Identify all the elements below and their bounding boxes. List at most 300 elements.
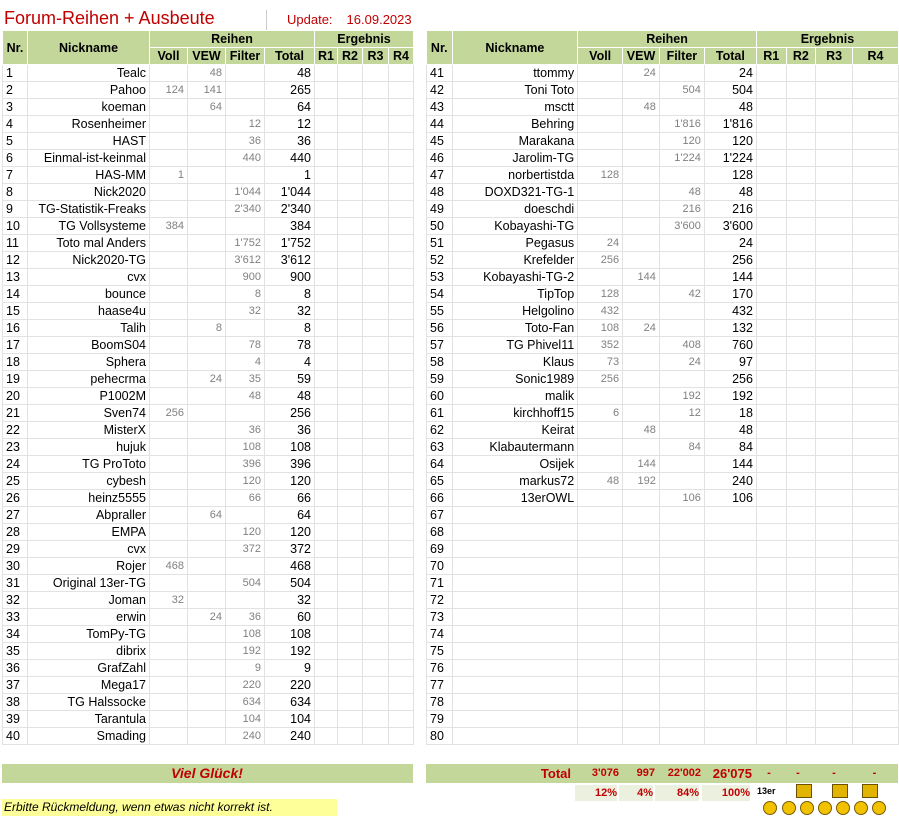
row-filter: 220 [226, 677, 265, 694]
row-r2 [338, 184, 363, 201]
row-nr: 42 [427, 82, 453, 99]
row-nickname: Rosenheimer [28, 116, 150, 133]
col-total: Total [265, 48, 315, 65]
row-total: 48 [704, 184, 756, 201]
row-r4 [852, 235, 898, 252]
row-r2 [338, 643, 363, 660]
table-row [3, 473, 414, 490]
row-vew [188, 354, 226, 371]
col-reihen: Reihen [578, 31, 757, 48]
row-r2 [338, 626, 363, 643]
col-voll: Voll [578, 48, 623, 65]
row-vew: 64 [188, 99, 226, 116]
row-nr: 60 [427, 388, 453, 405]
row-nr: 13 [3, 269, 28, 286]
row-filter: 4 [226, 354, 265, 371]
row-voll [150, 541, 188, 558]
row-total: 1'752 [265, 235, 315, 252]
row-filter: 104 [226, 711, 265, 728]
row-nr: 20 [3, 388, 28, 405]
row-r1 [315, 286, 338, 303]
row-r4 [852, 116, 898, 133]
row-nickname: HAS-MM [28, 167, 150, 184]
row-voll: 108 [578, 320, 623, 337]
row-r3 [816, 201, 853, 218]
row-r1 [315, 626, 338, 643]
row-vew [188, 116, 226, 133]
row-filter: 48 [659, 184, 704, 201]
row-filter [226, 507, 265, 524]
row-r2 [338, 592, 363, 609]
col-r3: R3 [363, 48, 389, 65]
row-r1 [315, 490, 338, 507]
row-total: 18 [704, 405, 756, 422]
row-r3 [363, 354, 389, 371]
row-nr: 36 [3, 660, 28, 677]
row-r1 [315, 388, 338, 405]
row-total: 32 [265, 592, 315, 609]
row-r4 [389, 286, 414, 303]
feedback-note: Erbitte Rückmeldung, wenn etwas nicht korrekt ist. [2, 799, 337, 816]
row-nickname [452, 677, 578, 694]
row-vew [623, 354, 660, 371]
row-filter: 1'044 [226, 184, 265, 201]
row-r4 [389, 235, 414, 252]
row-nickname: Sven74 [28, 405, 150, 422]
table-row [3, 507, 414, 524]
row-nr: 26 [3, 490, 28, 507]
row-vew [623, 303, 660, 320]
row-filter: 9 [226, 660, 265, 677]
row-r2 [786, 711, 816, 728]
row-nr: 29 [3, 541, 28, 558]
row-r3 [363, 405, 389, 422]
row-vew [623, 167, 660, 184]
row-r1 [756, 133, 786, 150]
row-nr: 69 [427, 541, 453, 558]
row-nr: 40 [3, 728, 28, 745]
row-voll [578, 626, 623, 643]
row-total [704, 711, 756, 728]
row-vew [623, 711, 660, 728]
row-r3 [363, 269, 389, 286]
row-r1 [315, 337, 338, 354]
row-voll [150, 303, 188, 320]
row-r2 [786, 201, 816, 218]
row-r1 [756, 541, 786, 558]
row-voll [150, 116, 188, 133]
row-r3 [363, 490, 389, 507]
row-filter [659, 575, 704, 592]
row-voll [150, 337, 188, 354]
row-r3 [816, 337, 853, 354]
row-r2 [786, 643, 816, 660]
table-row [3, 677, 414, 694]
row-filter [226, 99, 265, 116]
row-r1 [756, 218, 786, 235]
row-r4 [389, 116, 414, 133]
row-r4 [852, 643, 898, 660]
row-total: 900 [265, 269, 315, 286]
row-voll [578, 82, 623, 99]
row-voll [150, 252, 188, 269]
row-total: 8 [265, 286, 315, 303]
row-r2 [786, 439, 816, 456]
row-voll: 6 [578, 405, 623, 422]
row-vew [623, 405, 660, 422]
row-r2 [338, 728, 363, 745]
row-nr: 51 [427, 235, 453, 252]
row-vew [623, 541, 660, 558]
col-r3: R3 [816, 48, 853, 65]
row-nickname: TG ProToto [28, 456, 150, 473]
row-filter: 24 [659, 354, 704, 371]
row-nickname: Mega17 [28, 677, 150, 694]
row-voll [578, 711, 623, 728]
row-r3 [816, 252, 853, 269]
row-filter: 108 [226, 439, 265, 456]
row-nickname: cvx [28, 541, 150, 558]
row-nickname: Osijek [452, 456, 578, 473]
row-r2 [338, 252, 363, 269]
row-r3 [363, 541, 389, 558]
row-nr: 6 [3, 150, 28, 167]
table-row [3, 711, 414, 728]
row-voll: 256 [150, 405, 188, 422]
total-voll: 3'076 [591, 767, 619, 779]
row-nickname [452, 541, 578, 558]
table-row [3, 354, 414, 371]
row-total [704, 643, 756, 660]
table-row [3, 456, 414, 473]
row-r4 [852, 65, 898, 82]
col-filter: Filter [226, 48, 265, 65]
row-r3 [816, 320, 853, 337]
row-vew [188, 405, 226, 422]
row-nickname: Klabautermann [452, 439, 578, 456]
table-row [427, 473, 899, 490]
row-r4 [852, 167, 898, 184]
row-r4 [852, 99, 898, 116]
col-r1: R1 [756, 48, 786, 65]
row-vew [623, 150, 660, 167]
row-total: 120 [704, 133, 756, 150]
row-r2 [338, 439, 363, 456]
row-r1 [756, 116, 786, 133]
row-r1 [756, 82, 786, 99]
row-r1 [756, 507, 786, 524]
row-filter: 504 [659, 82, 704, 99]
row-r4 [852, 558, 898, 575]
row-vew [623, 371, 660, 388]
row-nickname: BoomS04 [28, 337, 150, 354]
row-filter: 408 [659, 337, 704, 354]
table-row [427, 184, 899, 201]
row-vew: 8 [188, 320, 226, 337]
table-row [427, 167, 899, 184]
table-row [427, 65, 899, 82]
row-total: 108 [265, 439, 315, 456]
row-r1 [315, 524, 338, 541]
row-voll [150, 422, 188, 439]
table-row [427, 337, 899, 354]
row-total: 66 [265, 490, 315, 507]
row-r3 [363, 99, 389, 116]
row-r3 [363, 218, 389, 235]
table-row [3, 65, 414, 82]
row-r2 [786, 82, 816, 99]
table-row [3, 218, 414, 235]
row-vew [188, 643, 226, 660]
col-nickname: Nickname [452, 31, 578, 65]
row-r1 [315, 116, 338, 133]
row-total: 1'044 [265, 184, 315, 201]
total-r4: - [872, 767, 877, 779]
row-voll [150, 354, 188, 371]
row-nickname: Behring [452, 116, 578, 133]
table-row [427, 388, 899, 405]
row-r3 [363, 507, 389, 524]
row-vew [623, 694, 660, 711]
row-nickname: TG Halssocke [28, 694, 150, 711]
table-row [3, 728, 414, 745]
row-total [704, 694, 756, 711]
row-r4 [852, 405, 898, 422]
row-r2 [338, 422, 363, 439]
row-nickname: EMPA [28, 524, 150, 541]
row-vew [188, 473, 226, 490]
row-total [704, 507, 756, 524]
row-nickname: Helgolino [452, 303, 578, 320]
row-nr: 9 [3, 201, 28, 218]
row-r3 [816, 473, 853, 490]
row-nr: 17 [3, 337, 28, 354]
row-nickname [452, 507, 578, 524]
row-filter [659, 524, 704, 541]
row-r2 [338, 65, 363, 82]
row-vew [188, 456, 226, 473]
table-row [427, 541, 899, 558]
row-voll [578, 388, 623, 405]
table-row [3, 235, 414, 252]
row-filter [659, 507, 704, 524]
row-total: 265 [265, 82, 315, 99]
row-voll: 124 [150, 82, 188, 99]
row-r3 [816, 694, 853, 711]
row-r3 [363, 235, 389, 252]
row-r1 [315, 269, 338, 286]
total-label: Total [540, 766, 571, 781]
row-nickname: TG-Statistik-Freaks [28, 201, 150, 218]
row-vew [188, 337, 226, 354]
row-voll [150, 269, 188, 286]
row-r3 [816, 116, 853, 133]
row-r1 [315, 592, 338, 609]
row-r3 [363, 643, 389, 660]
row-r3 [363, 422, 389, 439]
row-voll [150, 711, 188, 728]
table-row [427, 286, 899, 303]
row-r3 [816, 82, 853, 99]
row-r4 [389, 405, 414, 422]
row-r3 [363, 116, 389, 133]
row-nr: 2 [3, 82, 28, 99]
row-r3 [816, 422, 853, 439]
smiley-icon [763, 801, 777, 815]
row-r4 [852, 490, 898, 507]
row-vew [188, 269, 226, 286]
row-nr: 78 [427, 694, 453, 711]
table-row [427, 558, 899, 575]
table-row [427, 507, 899, 524]
row-r3 [816, 677, 853, 694]
row-r3 [363, 371, 389, 388]
row-r3 [816, 405, 853, 422]
row-filter: 3'600 [659, 218, 704, 235]
row-filter: 1'816 [659, 116, 704, 133]
row-total: 192 [704, 388, 756, 405]
row-vew: 24 [188, 371, 226, 388]
row-vew: 24 [188, 609, 226, 626]
row-r2 [338, 354, 363, 371]
table-row [427, 439, 899, 456]
row-voll [150, 371, 188, 388]
row-nickname: TipTop [452, 286, 578, 303]
table-row [3, 150, 414, 167]
row-nickname: hujuk [28, 439, 150, 456]
row-r2 [786, 320, 816, 337]
row-r2 [338, 575, 363, 592]
row-nickname [452, 592, 578, 609]
row-voll [578, 694, 623, 711]
table-row [3, 201, 414, 218]
row-total: 64 [265, 507, 315, 524]
row-filter: 634 [226, 694, 265, 711]
row-r4 [389, 269, 414, 286]
row-filter: 12 [659, 405, 704, 422]
row-nickname: Marakana [452, 133, 578, 150]
row-r2 [786, 184, 816, 201]
row-nickname: TG Vollsysteme [28, 218, 150, 235]
row-total: 8 [265, 320, 315, 337]
row-filter [659, 694, 704, 711]
row-r3 [816, 524, 853, 541]
row-voll [150, 201, 188, 218]
row-filter: 120 [226, 473, 265, 490]
row-vew [188, 201, 226, 218]
trophy-icon [862, 784, 878, 798]
row-vew [623, 558, 660, 575]
row-r4 [389, 456, 414, 473]
row-voll: 128 [578, 286, 623, 303]
table-row [427, 320, 899, 337]
pct-voll: 12% [575, 785, 617, 801]
row-vew [188, 286, 226, 303]
row-nr: 47 [427, 167, 453, 184]
row-total: 48 [265, 65, 315, 82]
row-total [704, 677, 756, 694]
row-r4 [389, 592, 414, 609]
row-r4 [852, 524, 898, 541]
row-r3 [816, 286, 853, 303]
row-voll [578, 609, 623, 626]
row-nickname: Sonic1989 [452, 371, 578, 388]
row-vew: 48 [623, 99, 660, 116]
row-voll: 256 [578, 371, 623, 388]
row-filter [226, 82, 265, 99]
row-voll [150, 660, 188, 677]
row-voll [150, 388, 188, 405]
row-filter: 36 [226, 609, 265, 626]
row-r1 [315, 439, 338, 456]
row-nr: 80 [427, 728, 453, 745]
row-r2 [786, 728, 816, 745]
row-vew: 144 [623, 269, 660, 286]
row-r4 [852, 422, 898, 439]
row-total: 132 [704, 320, 756, 337]
row-nr: 28 [3, 524, 28, 541]
update-label: Update: [287, 12, 333, 27]
row-nickname: cybesh [28, 473, 150, 490]
row-nickname: Tarantula [28, 711, 150, 728]
table-row [427, 405, 899, 422]
row-total: 220 [265, 677, 315, 694]
row-vew [188, 184, 226, 201]
row-r1 [756, 65, 786, 82]
row-vew [188, 728, 226, 745]
row-filter [659, 473, 704, 490]
row-nickname [452, 711, 578, 728]
row-r3 [363, 456, 389, 473]
row-nr: 76 [427, 660, 453, 677]
left-table [2, 30, 414, 745]
row-r2 [786, 660, 816, 677]
row-r4 [389, 575, 414, 592]
row-r2 [786, 490, 816, 507]
table-row [3, 82, 414, 99]
row-nr: 41 [427, 65, 453, 82]
row-nickname: MisterX [28, 422, 150, 439]
row-r3 [816, 354, 853, 371]
row-vew [188, 694, 226, 711]
trophy-icon [832, 784, 848, 798]
row-filter: 120 [226, 524, 265, 541]
row-voll [150, 507, 188, 524]
row-voll: 73 [578, 354, 623, 371]
row-filter: 106 [659, 490, 704, 507]
row-filter: 12 [226, 116, 265, 133]
row-r2 [786, 218, 816, 235]
row-filter [659, 541, 704, 558]
row-nickname [452, 660, 578, 677]
row-total: 384 [265, 218, 315, 235]
row-r2 [786, 422, 816, 439]
update-info [266, 10, 426, 30]
row-r4 [852, 82, 898, 99]
row-total [704, 609, 756, 626]
row-vew [623, 218, 660, 235]
row-filter: 440 [226, 150, 265, 167]
row-vew [623, 235, 660, 252]
row-vew [623, 490, 660, 507]
row-r2 [786, 677, 816, 694]
row-r2 [338, 541, 363, 558]
table-row [427, 82, 899, 99]
row-r4 [852, 201, 898, 218]
row-nickname: HAST [28, 133, 150, 150]
row-r3 [816, 643, 853, 660]
row-r2 [786, 286, 816, 303]
